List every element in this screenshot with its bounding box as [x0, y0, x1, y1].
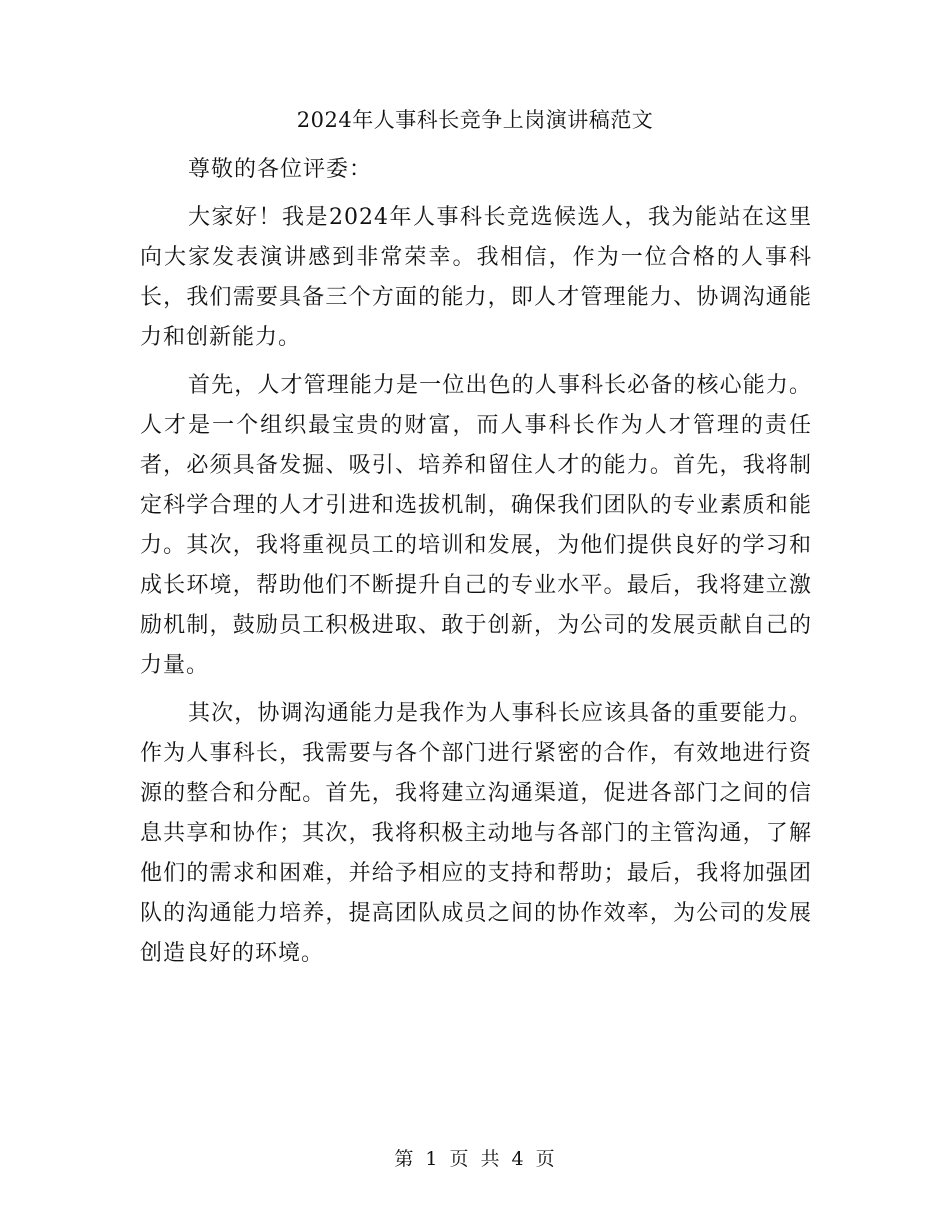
paragraph-talent-management: 首先，人才管理能力是一位出色的人事科长必备的核心能力。人才是一个组织最宝贵的财富，而人事科长作为人才管理的责任者，必须具备发掘、吸引、培养和留住人才的能力。首先，我将制定科学合理的人才引进和选拔机制，确保我们团队的专业素质和能力。其次，我将重视员工的培训和发展，为他们提供良好的学习和成长环境，帮助他们不断提升自己的专业水平。最后，我将建立激励机制，鼓励员工积极进取、敢于创新，为公司的发展贡献自己的力量。: [140, 373, 812, 678]
salutation: 尊敬的各位评委：: [188, 157, 373, 182]
paragraph-intro: 大家好！我是2024年人事科长竞选候选人，我为能站在这里向大家发表演讲感到非常荣幸。我相信，作为一位合格的人事科长，我们需要具备三个方面的能力，即人才管理能力、协调沟通能力和创新能力。: [140, 205, 812, 350]
document-title: 2024年人事科长竞争上岗演讲稿范文: [296, 108, 654, 132]
paragraph-coordination: 其次，协调沟通能力是我作为人事科长应该具备的重要能力。作为人事科长，我需要与各个部门进行紧密的合作，有效地进行资源的整合和分配。首先，我将建立沟通渠道，促进各部门之间的信息共享和协作；其次，我将积极主动地与各部门的主管沟通，了解他们的需求和困难，并给予相应的支持和帮助；最后，我将加强团队的沟通能力培养，提高团队成员之间的协作效率，为公司的发展创造良好的环境。: [140, 701, 812, 966]
document-body: [140, 150, 812, 982]
page-number-footer: 第 1 页 共 4 页: [394, 1148, 556, 1170]
